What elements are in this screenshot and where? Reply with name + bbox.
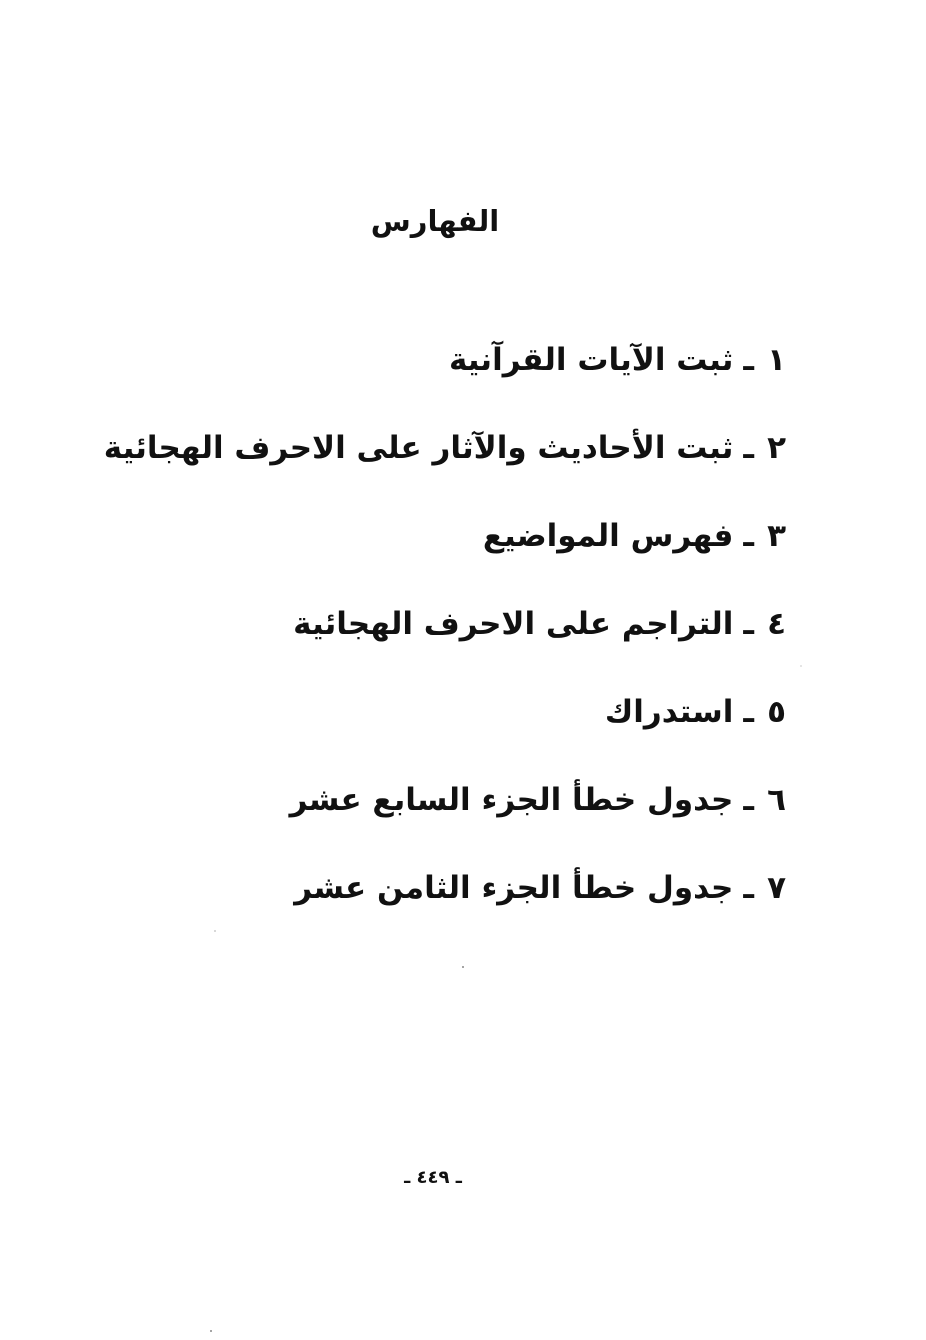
item-dash: ـ [743,870,754,906]
list-item [103,416,786,504]
item-label: ثبت الأحاديث والآثار على الاحرف الهجائية [103,430,734,466]
item-number: ٥ [767,694,786,730]
item-label: التراجم على الاحرف الهجائية [293,606,734,642]
item-label: فهرس المواضيع [482,518,734,554]
item-dash: ـ [743,694,754,730]
item-number: ٣ [767,518,786,554]
scan-speck [210,1330,212,1332]
item-label: جدول خطأ الجزء السابع عشر [289,782,734,818]
scan-speck [214,930,216,932]
list-item [146,328,786,416]
item-dash: ـ [743,782,754,818]
item-label: جدول خطأ الجزء الثامن عشر [294,870,734,906]
page-title: الفهارس [370,204,500,238]
item-label: استدراك [604,694,734,730]
item-label: ثبت الآيات القرآنية [448,342,734,378]
item-dash: ـ [743,430,754,466]
item-number: ٤ [767,606,786,642]
item-number: ١ [767,342,786,378]
list-item [146,856,786,944]
item-dash: ـ [743,518,754,554]
list-item [146,592,786,680]
item-number: ٦ [767,782,786,818]
list-item [146,768,786,856]
page-number: ـ ٤٤٩ ـ [404,1167,462,1188]
index-list [103,328,786,944]
item-number: ٧ [767,870,786,906]
item-dash: ـ [743,606,754,642]
list-item [146,504,786,592]
item-number: ٢ [767,430,786,466]
item-dash: ـ [743,342,754,378]
scan-speck [462,966,464,968]
list-item [146,680,786,768]
scan-speck [800,665,802,667]
